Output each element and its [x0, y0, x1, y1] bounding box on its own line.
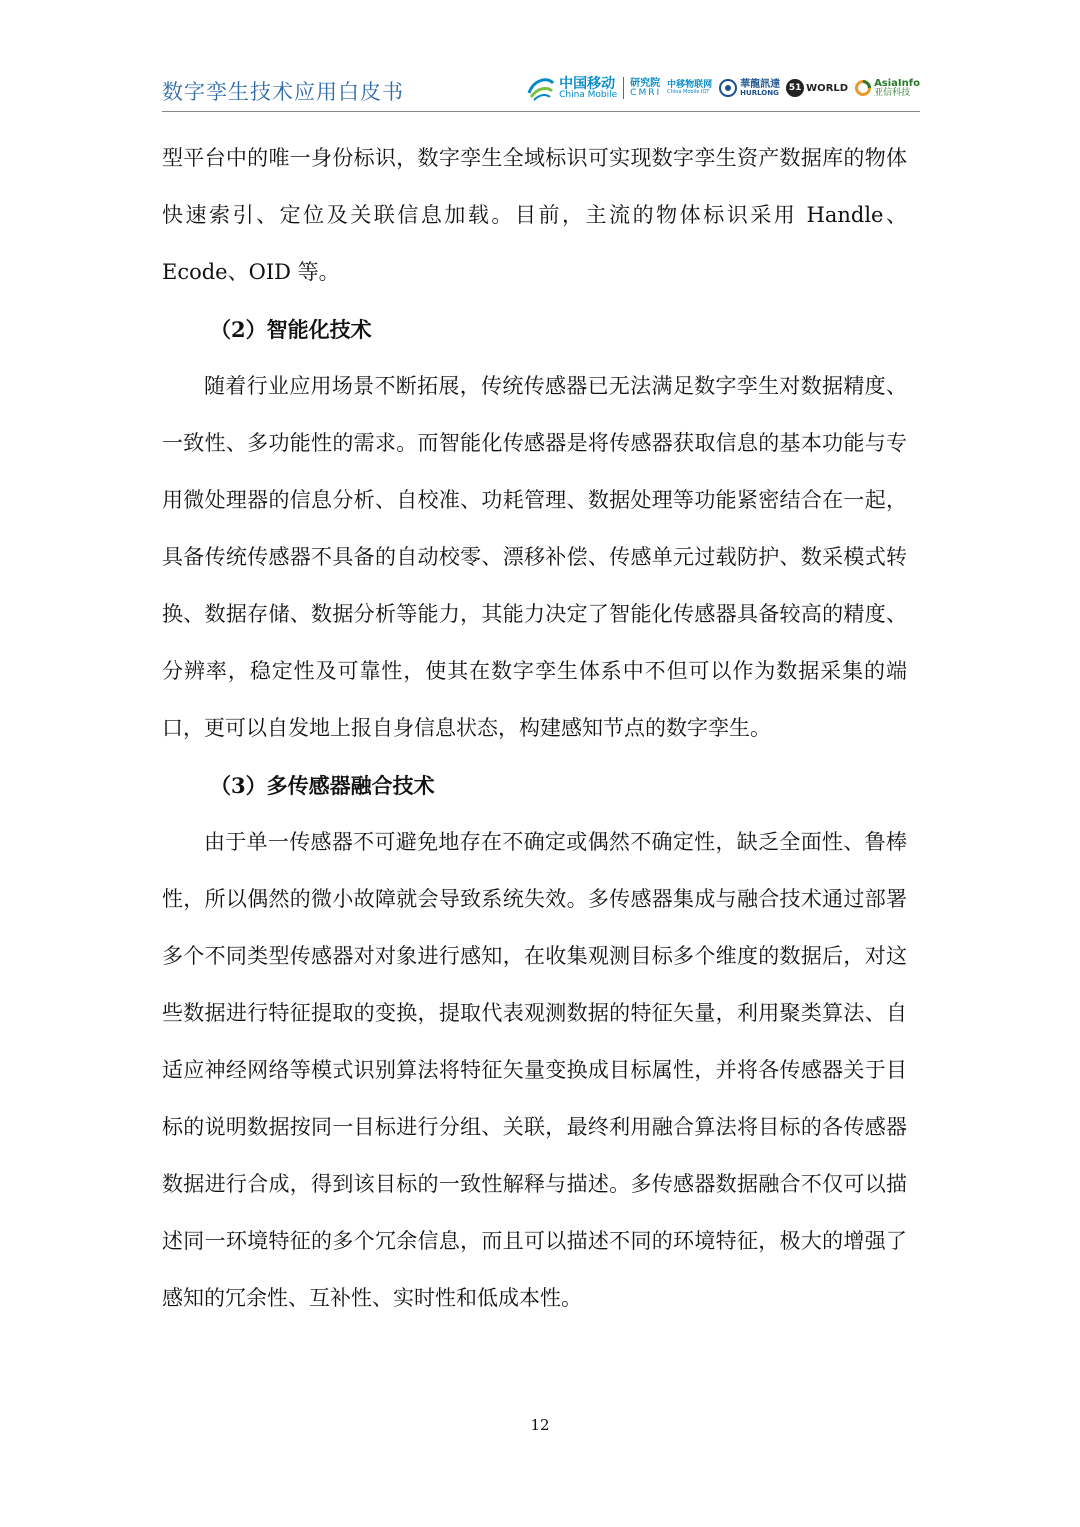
china-mobile-logo: [526, 75, 617, 101]
hurlong-cn: 華龍訊達: [740, 78, 781, 90]
page-header: [162, 66, 920, 110]
section-heading-intelligent: （2）智能化技术: [210, 317, 372, 342]
page-body: [162, 130, 907, 1327]
china-mobile-swirl-icon: [526, 75, 556, 101]
partner-logos: [526, 70, 920, 106]
paragraph-intelligent-sensors: 随着行业应用场景不断拓展，传统传感器已无法满足数字孪生对数据精度、一致性、多功能性的需求。而智能化传感器是将传感器获取信息的基本功能与专用微处理器的信息分析、自校准、功耗管理、数据处理等功能紧密结合在一起，具备传统传感器不具备的自动校零、漂移补偿、传感单元过载防护、数采模式转换、数据存储、数据分析等能力，其能力决定了智能化传感器具备较高的精度、分辨率，稳定性及可靠性，使其在数字孪生体系中不但可以作为数据采集的端口，更可以自发地上报自身信息状态，构建感知节点的数字孪生。: [162, 374, 907, 740]
51world-logo: [786, 79, 848, 97]
header-divider: [162, 111, 920, 112]
cmri-logo: [630, 79, 661, 98]
51world-text: WORLD: [806, 82, 849, 94]
paragraph-identity: 型平台中的唯一身份标识，数字孪生全域标识可实现数字孪生资产数据库的物体快速索引、定位及关联信息加载。目前，主流的物体标识采用 Handle、Ecode、OID 等。: [162, 146, 907, 284]
paragraph-sensor-fusion: 由于单一传感器不可避免地存在不确定或偶然不确定性，缺乏全面性、鲁棒性，所以偶然的微小故障就会导致系统失效。多传感器集成与融合技术通过部署多个不同类型传感器对对象进行感知，在收集观测目标多个维度的数据后，对这些数据进行特征提取的变换，提取代表观测数据的特征矢量，利用聚类算法、自适应神经网络等模式识别算法将特征矢量变换成目标属性，并将各传感器关于目标的说明数据按同一目标进行分组、关联，最终利用融合算法将目标的各传感器数据进行合成，得到该目标的一致性解释与描述。多传感器数据融合不仅可以描述同一环境特征的多个冗余信息，而且可以描述不同的环境特征，极大的增强了感知的冗余性、互补性、实时性和低成本性。: [162, 830, 907, 1310]
china-mobile-iot-logo: [667, 81, 712, 95]
document-title: 数字孪生技术应用白皮书: [162, 80, 404, 104]
page-number: 12: [530, 1416, 550, 1434]
iot-cn: 中移物联网: [667, 80, 713, 90]
logo-divider: [623, 77, 624, 99]
iot-en: China Mobile IOT: [667, 89, 710, 95]
asiainfo-cn: 亚信科技: [874, 87, 911, 98]
asiainfo-logo: [854, 79, 920, 98]
cmri-en: CMRI: [630, 87, 662, 98]
51world-badge: 51: [786, 79, 804, 97]
china-mobile-cn: 中国移动: [559, 75, 616, 92]
hurlong-globe-icon: [718, 78, 738, 98]
china-mobile-en: China Mobile: [559, 89, 618, 100]
section-heading-fusion: （3）多传感器融合技术: [210, 773, 435, 798]
asiainfo-en: AsiaInfo: [874, 77, 920, 89]
hurlong-en: HURLONG: [740, 88, 779, 97]
cmri-cn: 研究院: [630, 77, 661, 89]
asiainfo-ring-icon: [854, 79, 872, 97]
hurlong-logo: [718, 78, 780, 98]
